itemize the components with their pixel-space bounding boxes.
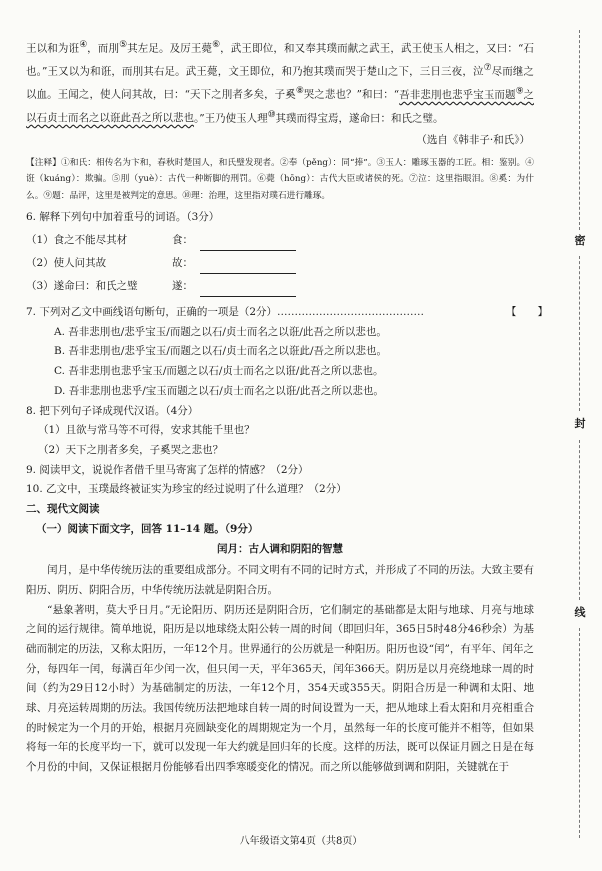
article-paragraph-1: 闰月，是中华传统历法的重要组成部分。不同文明有不同的记时方式，并形成了不同的历法。大致主要有阳历、阴历、阴阳合历，中华传统历法就是阴阳合历。 [26, 564, 534, 596]
answer-blank[interactable] [200, 236, 296, 251]
q8-item-2: （2）天下之刖者多矣，子奚哭之悲也？ [38, 443, 224, 456]
q8-item-1: （1）且欲与常马等不可得，安求其能千里也？ [38, 424, 255, 437]
q6-item-1: （1）食之不能尽其材 食： [26, 228, 534, 251]
q7-option-b: B. 吾非悲刖也/悲乎宝玉/而题之以石/贞士而名之以诳此/吾之所以悲也。 [54, 345, 388, 358]
q7-option-c: C. 吾非悲刖也悲乎宝玉/而题之以石/贞士而名之以诳/此吾之所以悲也。 [54, 365, 384, 378]
question-6: 6. 解释下列句中加着重号的词语。（3分） [26, 211, 220, 224]
seal-line [579, 628, 580, 838]
seal-line [579, 30, 580, 230]
page-footer: 八年级语文第4页（共8页） [239, 836, 363, 847]
article-paragraph-2: “悬象著明，莫大乎日月。”无论阳历、阴历还是阴阳合历，它们制定的基础都是太阳与地球、月亮与地球之间的运行规律。简单地说，阳历是以地球绕太阳公转一周的时间（即回归年，365日5时48分46秒余）为基础而制定的历法，又称太阳历，一年12个月。世界通行的公历就是一种阳历。阳历也设“闰”，有平年、闰年之分，每四年一闰，每满百年少闰一次，但只闰一天，平年365天，闰年366天。阴历是以月亮绕地球一周的时间（约为29日12小时）为基础制定的历法，一年12个月，354天或355天。阴阳合历是一种调和太阳、地球、月亮运转周期的历法。我国传统历法把地球自转一周的时间设置为一天，把从地球上看太阳和月亮相重合的时候定为一个月的开始，根据月亮圆缺变化的周期规定为一个月，虽然每一年的长度可能并不相等，但如果将每一年的长度平均一下，就可以发现一年大约就是回归年的长度。这样的历法，既可以保证月圆之日是在每个月份的中间，又保证根据月份能够看出四季寒暖变化的情况。而之所以能够做到调和阴阳，关键就在于 [26, 603, 534, 774]
seal-line [579, 256, 580, 411]
page-content [26, 36, 548, 778]
answer-blank[interactable] [200, 259, 296, 274]
q7-option-d: D. 吾非悲刖也悲乎/宝玉而题之以石/贞士而名之以诳/此吾之所以悲也。 [54, 384, 384, 397]
underlined-sentence: 吾非悲刖也悲乎宝玉而题⑨之以石贞士而名之以诳此吾之所以悲也 [26, 86, 534, 125]
question-7: 7. 下列对乙文中画线语句断句，正确的一项是（2分）…………………………………… 【 】 [26, 303, 534, 323]
question-9: 9. 阅读甲文，说说作者借千里马寄寓了怎样的情感？（2分） [26, 463, 309, 476]
article-title: 闰月：古人调和阴阳的智慧 [217, 543, 343, 556]
q7-option-a: A. 吾非悲刖也/悲乎宝玉/而题之以石/贞士而名之以诳/此吾之所以悲也。 [54, 325, 387, 338]
q6-item-3: （3）遂命曰：和氏之璧 遂： [26, 274, 534, 297]
subsection-heading: （一）阅读下面文字，回答 11–14 题。（9分） [36, 522, 259, 535]
section-heading: 二、现代文阅读 [26, 503, 100, 516]
q6-item-2: （2）使人问其故 故： [26, 251, 534, 274]
seal-line [579, 440, 580, 600]
source-citation: （选自《韩非子·和氏》） [416, 133, 530, 146]
answer-bracket[interactable]: 【 】 [506, 306, 548, 318]
question-10: 10. 乙文中，玉璞最终被证实为珍宝的经过说明了什么道理？（2分） [26, 483, 347, 496]
seal-label-feng: 封 [574, 417, 586, 430]
seal-label-mi: 密 [574, 234, 586, 247]
seal-label-xian: 线 [574, 606, 586, 619]
annotations: 【注释】①和氏：相传名为卞和，春秋时楚国人，和氏璧发现者。②奉（pěng）：同“捧”。③玉人：雕琢玉器的工匠。相：鉴别。④诳（kuáng）：欺骗。⑤刖（yuè）：古代一种断脚的刑罚。⑥薨（hōng）：古代大臣或诸侯的死。⑦泣：这里指眼泪。⑧奚：为什么。⑨题：品评，这里是被判定的意思。⑩理：治理，这里指对璞石进行雕琢。 [26, 157, 534, 201]
question-8: 8. 把下列句子译成现代汉语。（4分） [26, 404, 199, 417]
answer-blank[interactable] [200, 282, 296, 297]
passage-paragraph: 王以和为诳④，而刖⑤其左足。及厉王薨⑥，武王即位，和又奉其璞而献之武王，武王使玉人相之，又曰：“石也。”王又以为和诳，而刖其右足。武王薨，文王即位，和乃抱其璞而哭于楚山之下，三日三夜，泣⑦尽而继之以血。王闻之，使人问其故，曰：“天下之刖者多矣，子奚⑧哭之悲也？”和曰：“吾非悲刖也悲乎宝玉而题⑨之以石贞士而名之以诳此吾之所以悲也。”王乃使玉人理⑩其璞而得宝焉，遂命曰：和氏之璧。 [26, 40, 534, 125]
